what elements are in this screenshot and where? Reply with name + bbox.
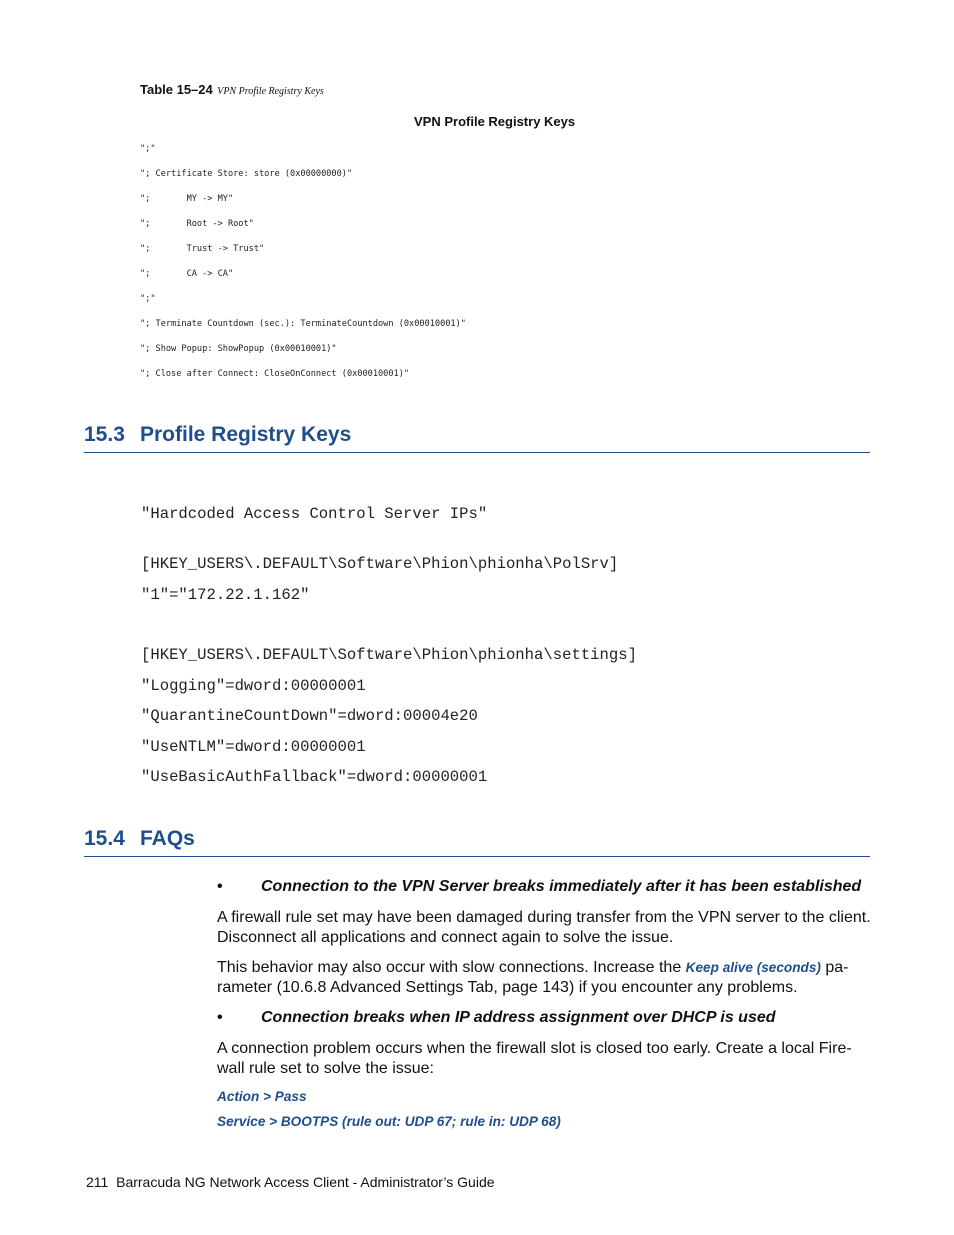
rule-step: Action > Pass — [217, 1089, 307, 1104]
table-line: "; Trust -> Trust" — [140, 244, 265, 254]
answer-text: This behavior may also occur with slow connections. Increase the — [217, 959, 682, 976]
registry-line: [HKEY_USERS\.DEFAULT\Software\Phion\phionha\PolSrv] — [141, 555, 619, 573]
section-heading-15-4 — [84, 827, 195, 851]
section-title: Profile Registry Keys — [140, 423, 352, 446]
bullet-icon: • — [217, 878, 223, 895]
faq-question — [217, 878, 862, 896]
table-line: ";" — [140, 144, 156, 154]
page-number: 211 — [86, 1174, 109, 1190]
registry-line: "UseBasicAuthFallback"=dword:00000001 — [141, 768, 488, 786]
bullet-icon: • — [217, 1009, 223, 1026]
table-caption — [140, 81, 324, 99]
table-title: VPN Profile Registry Keys — [414, 114, 576, 129]
page-footer — [86, 1174, 495, 1190]
document-title: Barracuda NG Network Access Client - Administrator’s Guide — [116, 1174, 495, 1190]
table-line: "; MY -> MY" — [140, 194, 234, 204]
registry-line: "Hardcoded Access Control Server IPs" — [141, 505, 488, 523]
table-line: "; CA -> CA" — [140, 269, 234, 279]
registry-line: "Logging"=dword:00000001 — [141, 677, 366, 695]
ui-reference: Keep alive (seconds) — [685, 960, 821, 975]
table-caption-title: VPN Profile Registry Keys — [217, 86, 324, 97]
faq-answer — [217, 908, 871, 947]
faq-answer — [217, 958, 848, 997]
table-line: ";" — [140, 294, 156, 304]
answer-line: wall rule set to solve the issue: — [217, 1059, 434, 1077]
registry-line: "QuarantineCountDown"=dword:00004e20 — [141, 707, 478, 725]
registry-line: "UseNTLM"=dword:00000001 — [141, 738, 366, 756]
section-title: FAQs — [140, 827, 195, 850]
table-line: "; Terminate Countdown (sec.): TerminateCountdown (0x00010001)" — [140, 319, 466, 329]
table-line: "; Certificate Store: store (0x00000000)" — [140, 169, 353, 179]
faq-question-text: Connection to the VPN Server breaks immediately after it has been established — [261, 878, 862, 895]
faq-answer — [217, 1039, 852, 1078]
answer-line: A connection problem occurs when the firewall slot is closed too early. Create a local Fire- — [217, 1040, 852, 1057]
faq-question-text: Connection breaks when IP address assignment over DHCP is used — [261, 1009, 776, 1026]
answer-line: rameter (10.6.8 Advanced Settings Tab, page 143) if you encounter any problems. — [217, 978, 798, 996]
section-heading-15-3 — [84, 423, 351, 447]
answer-text: pa- — [825, 959, 849, 976]
section-divider — [84, 452, 870, 453]
faq-question — [217, 1009, 776, 1027]
table-line: "; Close after Connect: CloseOnConnect (0x00010001)" — [140, 369, 410, 379]
table-caption-label: Table 15–24 — [140, 82, 213, 97]
section-number: 15.3 — [84, 423, 125, 446]
answer-line — [217, 958, 848, 978]
table-line: "; Root -> Root" — [140, 219, 254, 229]
answer-line: Disconnect all applications and connect again to solve the issue. — [217, 928, 674, 946]
answer-line: A firewall rule set may have been damaged during transfer from the VPN server to the client. — [217, 909, 871, 926]
table-line: "; Show Popup: ShowPopup (0x00010001)" — [140, 344, 337, 354]
section-divider — [84, 856, 870, 857]
section-number: 15.4 — [84, 827, 125, 850]
rule-step: Service > BOOTPS (rule out: UDP 67; rule in: UDP 68) — [217, 1114, 561, 1129]
registry-line: "1"="172.22.1.162" — [141, 586, 310, 604]
registry-line: [HKEY_USERS\.DEFAULT\Software\Phion\phionha\settings] — [141, 646, 637, 664]
